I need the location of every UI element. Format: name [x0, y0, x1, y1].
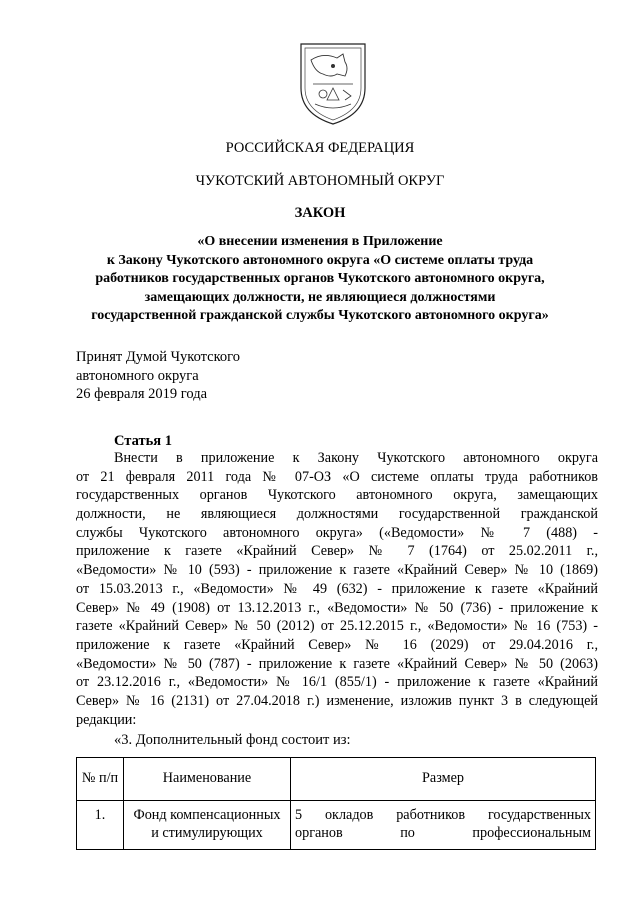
adoption-date: 26 февраля 2019 года — [76, 386, 208, 402]
fund-intro: «3. Дополнительный фонд состоит из: — [114, 732, 351, 748]
law-title-line: замещающих должности, не являющиеся должностями — [144, 289, 496, 305]
article-line: приложение к газете «Крайний Север» № 16 (2029) от 29.04.2016 г., — [76, 636, 598, 653]
row-size-line: 5 окладов работников государственных — [295, 807, 591, 823]
adoption-line: автономного округа — [76, 367, 199, 384]
article-line: должности, не являющиеся должностями государственной гражданской — [76, 506, 598, 523]
adoption-line: Принят Думой Чукотского — [76, 349, 241, 365]
article-line: Север» № 49 (1908) от 13.12.2013 г., «Ведомости» № 50 (736) - приложение к — [76, 599, 598, 616]
region-heading: ЧУКОТСКИЙ АВТОНОМНЫЙ ОКРУГ — [195, 173, 445, 189]
document-type-heading: ЗАКОН — [294, 205, 346, 221]
article-line: редакции: — [76, 711, 137, 728]
article-line: от 15.03.2013 г., «Ведомости» № 49 (632) - приложение к газете «Крайний — [76, 580, 598, 597]
fund-table — [76, 757, 596, 850]
table-row — [77, 801, 596, 850]
header-size: Размер — [291, 758, 596, 801]
article-line: службы Чукотского автономного округа» («Ведомости» № 7 (488) - — [76, 524, 598, 541]
row-size — [291, 801, 596, 850]
article-line: приложение к газете «Крайний Север» № 7 (1764) от 25.02.2011 г., — [76, 543, 598, 560]
coat-of-arms-emblem — [293, 38, 373, 126]
row-number: 1. — [77, 801, 124, 850]
header-number: № п/п — [77, 758, 124, 801]
article-line: «Ведомости» № 50 (787) - приложение к газете «Крайний Север» № 50 (2063) — [76, 655, 598, 672]
table-header-row — [77, 758, 596, 801]
country-heading: РОССИЙСКАЯ ФЕДЕРАЦИЯ — [225, 140, 415, 156]
article-line: Внести в приложение к Закону Чукотского автономного округа — [114, 450, 598, 466]
article-line: от 21 февраля 2011 года № 07-ОЗ «О системе оплаты труда работников — [76, 468, 598, 485]
adoption-note — [76, 348, 240, 404]
law-title-line: «О внесении изменения в Приложение — [197, 234, 443, 249]
law-title — [0, 233, 640, 326]
article-line: «Ведомости» № 10 (593) - приложение к газете «Крайний Север» № 10 (1869) — [76, 562, 598, 579]
article-line: от 23.12.2016 г., «Ведомости» № 16/1 (855/1) - приложение к газете «Крайний — [76, 674, 598, 691]
article-line: Север» № 16 (2131) от 27.04.2018 г.) изменение, изложив пункт 3 в следующей — [76, 692, 598, 709]
law-title-line: работников государственных органов Чукотского автономного округа, — [95, 271, 545, 286]
article-heading: Статья 1 — [114, 433, 172, 449]
row-size-line: органов по профессиональным — [295, 824, 591, 841]
row-name: Фонд компенсационных и стимулирующих — [124, 801, 291, 850]
header-name: Наименование — [124, 758, 291, 801]
article-line: государственных органов Чукотского автономного округа, замещающих — [76, 487, 598, 504]
article-body — [76, 449, 598, 729]
law-title-line: к Закону Чукотского автономного округа «О системе оплаты труда — [106, 252, 534, 268]
article-line: газете «Крайний Север» № 50 (2012) от 25.12.2015 г., «Ведомости» № 16 (753) - — [76, 618, 598, 635]
law-title-line: государственной гражданской службы Чукотского автономного округа» — [91, 308, 549, 323]
